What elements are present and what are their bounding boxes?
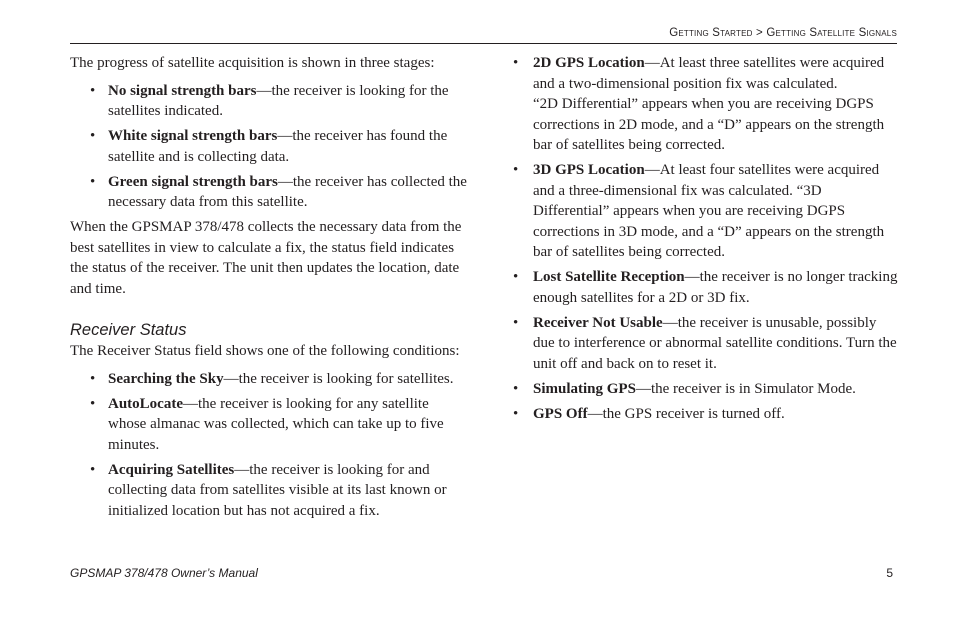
item-term: Simulating GPS	[533, 380, 636, 397]
list-item	[513, 379, 901, 400]
list-item	[513, 267, 901, 308]
stages-list	[70, 81, 470, 213]
item-term: AutoLocate	[108, 395, 183, 412]
section-heading: Receiver Status	[70, 321, 187, 339]
page-number: 5	[886, 566, 893, 580]
bullet-icon: •	[513, 269, 519, 285]
item-desc: —the receiver is looking for any satellite whose almanac was collected, which can take up to five minutes.	[108, 395, 444, 453]
list-item	[70, 81, 470, 122]
bullet-icon: •	[513, 380, 519, 397]
stages-intro: The progress of satellite acquisition is shown in three stages:	[70, 55, 435, 71]
item-term: GPS Off	[533, 405, 588, 422]
item-term: No signal strength bars	[108, 82, 257, 99]
status-intro: The Receiver Status field shows one of the following conditions:	[70, 343, 460, 359]
list-item	[513, 53, 901, 156]
header-rule	[70, 43, 897, 44]
item-term: Searching the Sky	[108, 370, 224, 387]
breadcrumb-start: Getting Started	[669, 27, 753, 39]
breadcrumb-end: Getting Satellite Signals	[766, 27, 897, 39]
item-term: Lost Satellite Reception	[533, 269, 685, 285]
item-desc: —the receiver is looking for and collecting data from satellites visible at its last known or initialized location but has not acquired a fix.	[108, 461, 447, 519]
item-term: Green signal strength bars	[108, 173, 278, 190]
list-item	[70, 369, 470, 390]
bullet-icon: •	[513, 405, 519, 422]
item-desc: —the receiver is no longer tracking enough satellites for a 2D or 3D fix.	[533, 269, 898, 306]
bullet-icon: •	[90, 128, 96, 144]
list-item	[513, 313, 901, 375]
item-desc: —the receiver is looking for the satellites indicated.	[108, 82, 449, 119]
item-desc: —At least four satellites were acquired and a three-dimensional fix was calculated. “3D Differential” appears when you are receiving DGPS corrections in 3D mode, and a “D” appears on the strength bar of satellites being corrected.	[533, 162, 885, 260]
item-term: 3D GPS Location	[533, 162, 645, 178]
bullet-icon: •	[513, 55, 519, 71]
list-item	[70, 172, 470, 213]
item-term: 2D GPS Location	[533, 55, 645, 71]
item-desc: —the receiver is unusable, possibly due to interference or abnormal satellite conditions. Turn the unit off and back on to reset it.	[533, 314, 897, 372]
footer-manual-title: GPSMAP 378/478 Owner’s Manual	[70, 566, 258, 580]
fix-paragraph: When the GPSMAP 378/478 collects the necessary data from the best satellites in view to calculate a fix, the status field indicates the status of the receiver. The unit then updates the location, date and time.	[70, 219, 462, 297]
item-desc: —the receiver has found the satellite and is collecting data.	[108, 128, 448, 165]
running-header	[669, 27, 897, 39]
list-item	[513, 160, 901, 263]
item-desc: —the receiver has collected the necessary data from this satellite.	[108, 173, 467, 210]
item-desc: —At least three satellites were acquired and a two-dimensional position fix was calculated.	[533, 55, 885, 92]
bullet-icon: •	[90, 82, 96, 99]
item-extra: “2D Differential” appears when you are receiving DGPS corrections in 2D mode, and a “D” appears on the strength bar of satellites being corrected.	[533, 96, 885, 153]
breadcrumb-separator: >	[756, 27, 763, 39]
list-item	[513, 404, 901, 425]
bullet-icon: •	[513, 314, 519, 331]
item-desc: —the receiver is in Simulator Mode.	[635, 380, 856, 397]
bullet-icon: •	[90, 461, 96, 478]
bullet-icon: •	[90, 173, 96, 190]
left-column	[70, 53, 470, 526]
list-item	[70, 126, 470, 167]
list-item	[70, 460, 470, 522]
item-term: White signal strength bars	[108, 128, 278, 144]
bullet-icon: •	[90, 370, 96, 387]
item-term: Acquiring Satellites	[108, 461, 235, 478]
item-desc: —the receiver is looking for satellites.	[223, 370, 454, 387]
list-item	[70, 394, 470, 456]
item-desc: —the GPS receiver is turned off.	[587, 405, 785, 422]
status-list-left	[70, 369, 470, 522]
item-term: Receiver Not Usable	[533, 314, 663, 331]
right-column	[513, 53, 901, 429]
bullet-icon: •	[513, 162, 519, 178]
status-list-right	[513, 53, 901, 424]
bullet-icon: •	[90, 395, 96, 412]
